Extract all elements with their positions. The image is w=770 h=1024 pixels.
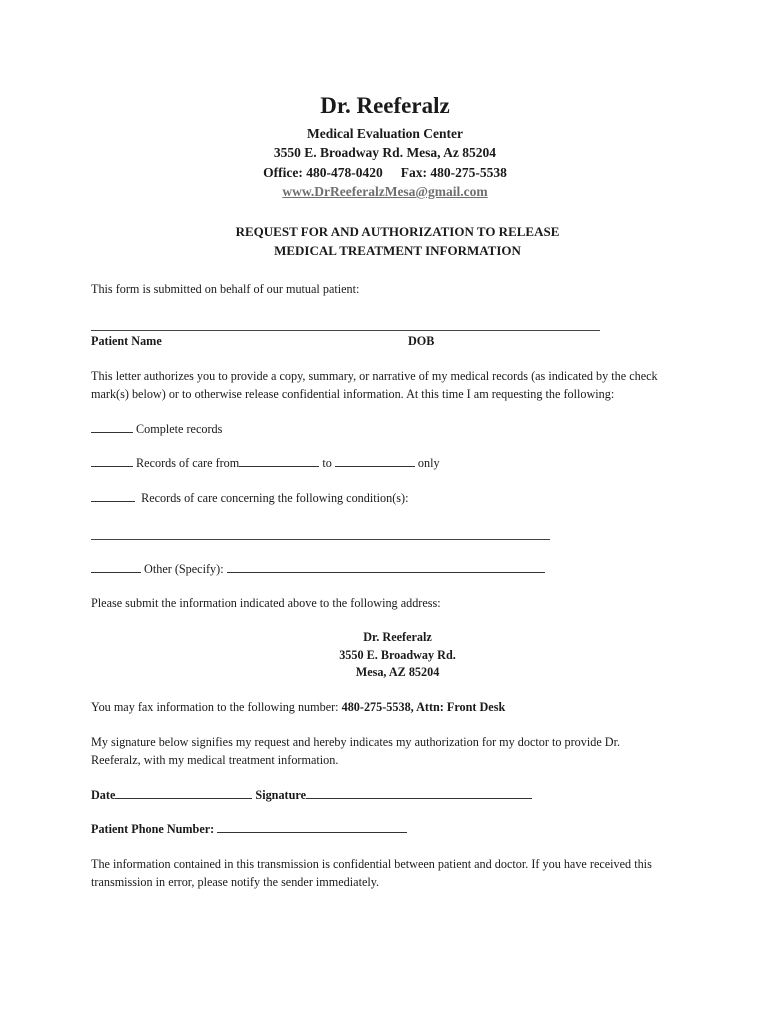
complete-records-label: Complete records bbox=[136, 422, 223, 436]
patient-name-dob-line[interactable] bbox=[91, 330, 600, 331]
conditions-line[interactable] bbox=[91, 539, 550, 540]
other-label: Other (Specify): bbox=[144, 562, 224, 576]
date-label: Date bbox=[91, 788, 116, 802]
address-line1: Dr. Reeferalz bbox=[363, 630, 432, 644]
clinic-phone-line bbox=[0, 164, 770, 182]
authorization-text: This letter authorizes you to provide a copy, summary, or narrative of my medical records (as indicated by the check mark(s) below) or to otherwise release confidential information. At this time I am requesting the following: bbox=[91, 369, 658, 401]
submit-text: Please submit the information indicated above to the following address: bbox=[91, 596, 441, 610]
other-checkline[interactable] bbox=[91, 561, 141, 573]
phone-field[interactable] bbox=[217, 821, 407, 833]
signature-field[interactable] bbox=[306, 787, 532, 799]
address-line3: Mesa, AZ 85204 bbox=[355, 665, 440, 679]
option-other bbox=[91, 561, 691, 579]
records-from-date-field[interactable] bbox=[239, 455, 319, 467]
fax-instruction bbox=[91, 699, 691, 717]
phone-row bbox=[91, 821, 691, 839]
office-phone: Office: 480-478-0420 bbox=[263, 165, 383, 180]
intro-text: This form is submitted on behalf of our mutual patient: bbox=[91, 282, 360, 296]
address-line2: 3550 E. Broadway Rd. bbox=[339, 648, 456, 662]
request-heading-line2: MEDICAL TREATMENT INFORMATION bbox=[274, 243, 521, 258]
fax-number: Fax: 480-275-5538 bbox=[400, 165, 507, 180]
option-complete-records bbox=[91, 421, 691, 439]
request-heading-line1: REQUEST FOR AND AUTHORIZATION TO RELEASE bbox=[235, 224, 560, 239]
records-from-label: Records of care from bbox=[136, 456, 240, 470]
records-to-label: to bbox=[322, 456, 332, 470]
complete-records-checkline[interactable] bbox=[91, 421, 133, 433]
fax-instruction-text: You may fax information to the following number: bbox=[91, 700, 342, 714]
signature-consent-text: My signature below signifies my request and hereby indicates my authorization for my doctor to provide Dr. Reeferalz, with my medical treatment information. bbox=[91, 735, 621, 767]
dob-label: DOB bbox=[408, 334, 435, 348]
clinic-website-link[interactable]: www.DrReeferalzMesa@gmail.com bbox=[282, 184, 488, 199]
date-field[interactable] bbox=[115, 787, 252, 799]
date-signature-row bbox=[91, 787, 691, 805]
option-records-from bbox=[91, 455, 691, 473]
confidentiality-notice: The information contained in this transmission is confidential between patient and doctor. If you have received this transmission in error, please notify the sender immediately. bbox=[91, 857, 652, 889]
other-specify-field[interactable] bbox=[227, 561, 545, 573]
signature-label: Signature bbox=[255, 788, 306, 802]
records-only-label: only bbox=[417, 456, 440, 470]
records-to-date-field[interactable] bbox=[335, 455, 415, 467]
option-records-concerning bbox=[91, 490, 691, 508]
clinic-address: 3550 E. Broadway Rd. Mesa, Az 85204 bbox=[273, 145, 497, 160]
patient-name-label: Patient Name bbox=[91, 334, 162, 348]
records-concerning-label: Records of care concerning the following condition(s): bbox=[141, 491, 409, 505]
clinic-title: Dr. Reeferalz bbox=[320, 93, 450, 118]
records-from-checkline[interactable] bbox=[91, 455, 133, 467]
phone-label: Patient Phone Number: bbox=[91, 822, 215, 836]
records-concerning-checkline[interactable] bbox=[91, 490, 135, 502]
fax-instruction-number: 480-275-5538, Attn: Front Desk bbox=[341, 700, 506, 714]
clinic-subtitle: Medical Evaluation Center bbox=[307, 126, 463, 141]
clinic-website-line bbox=[0, 183, 770, 201]
